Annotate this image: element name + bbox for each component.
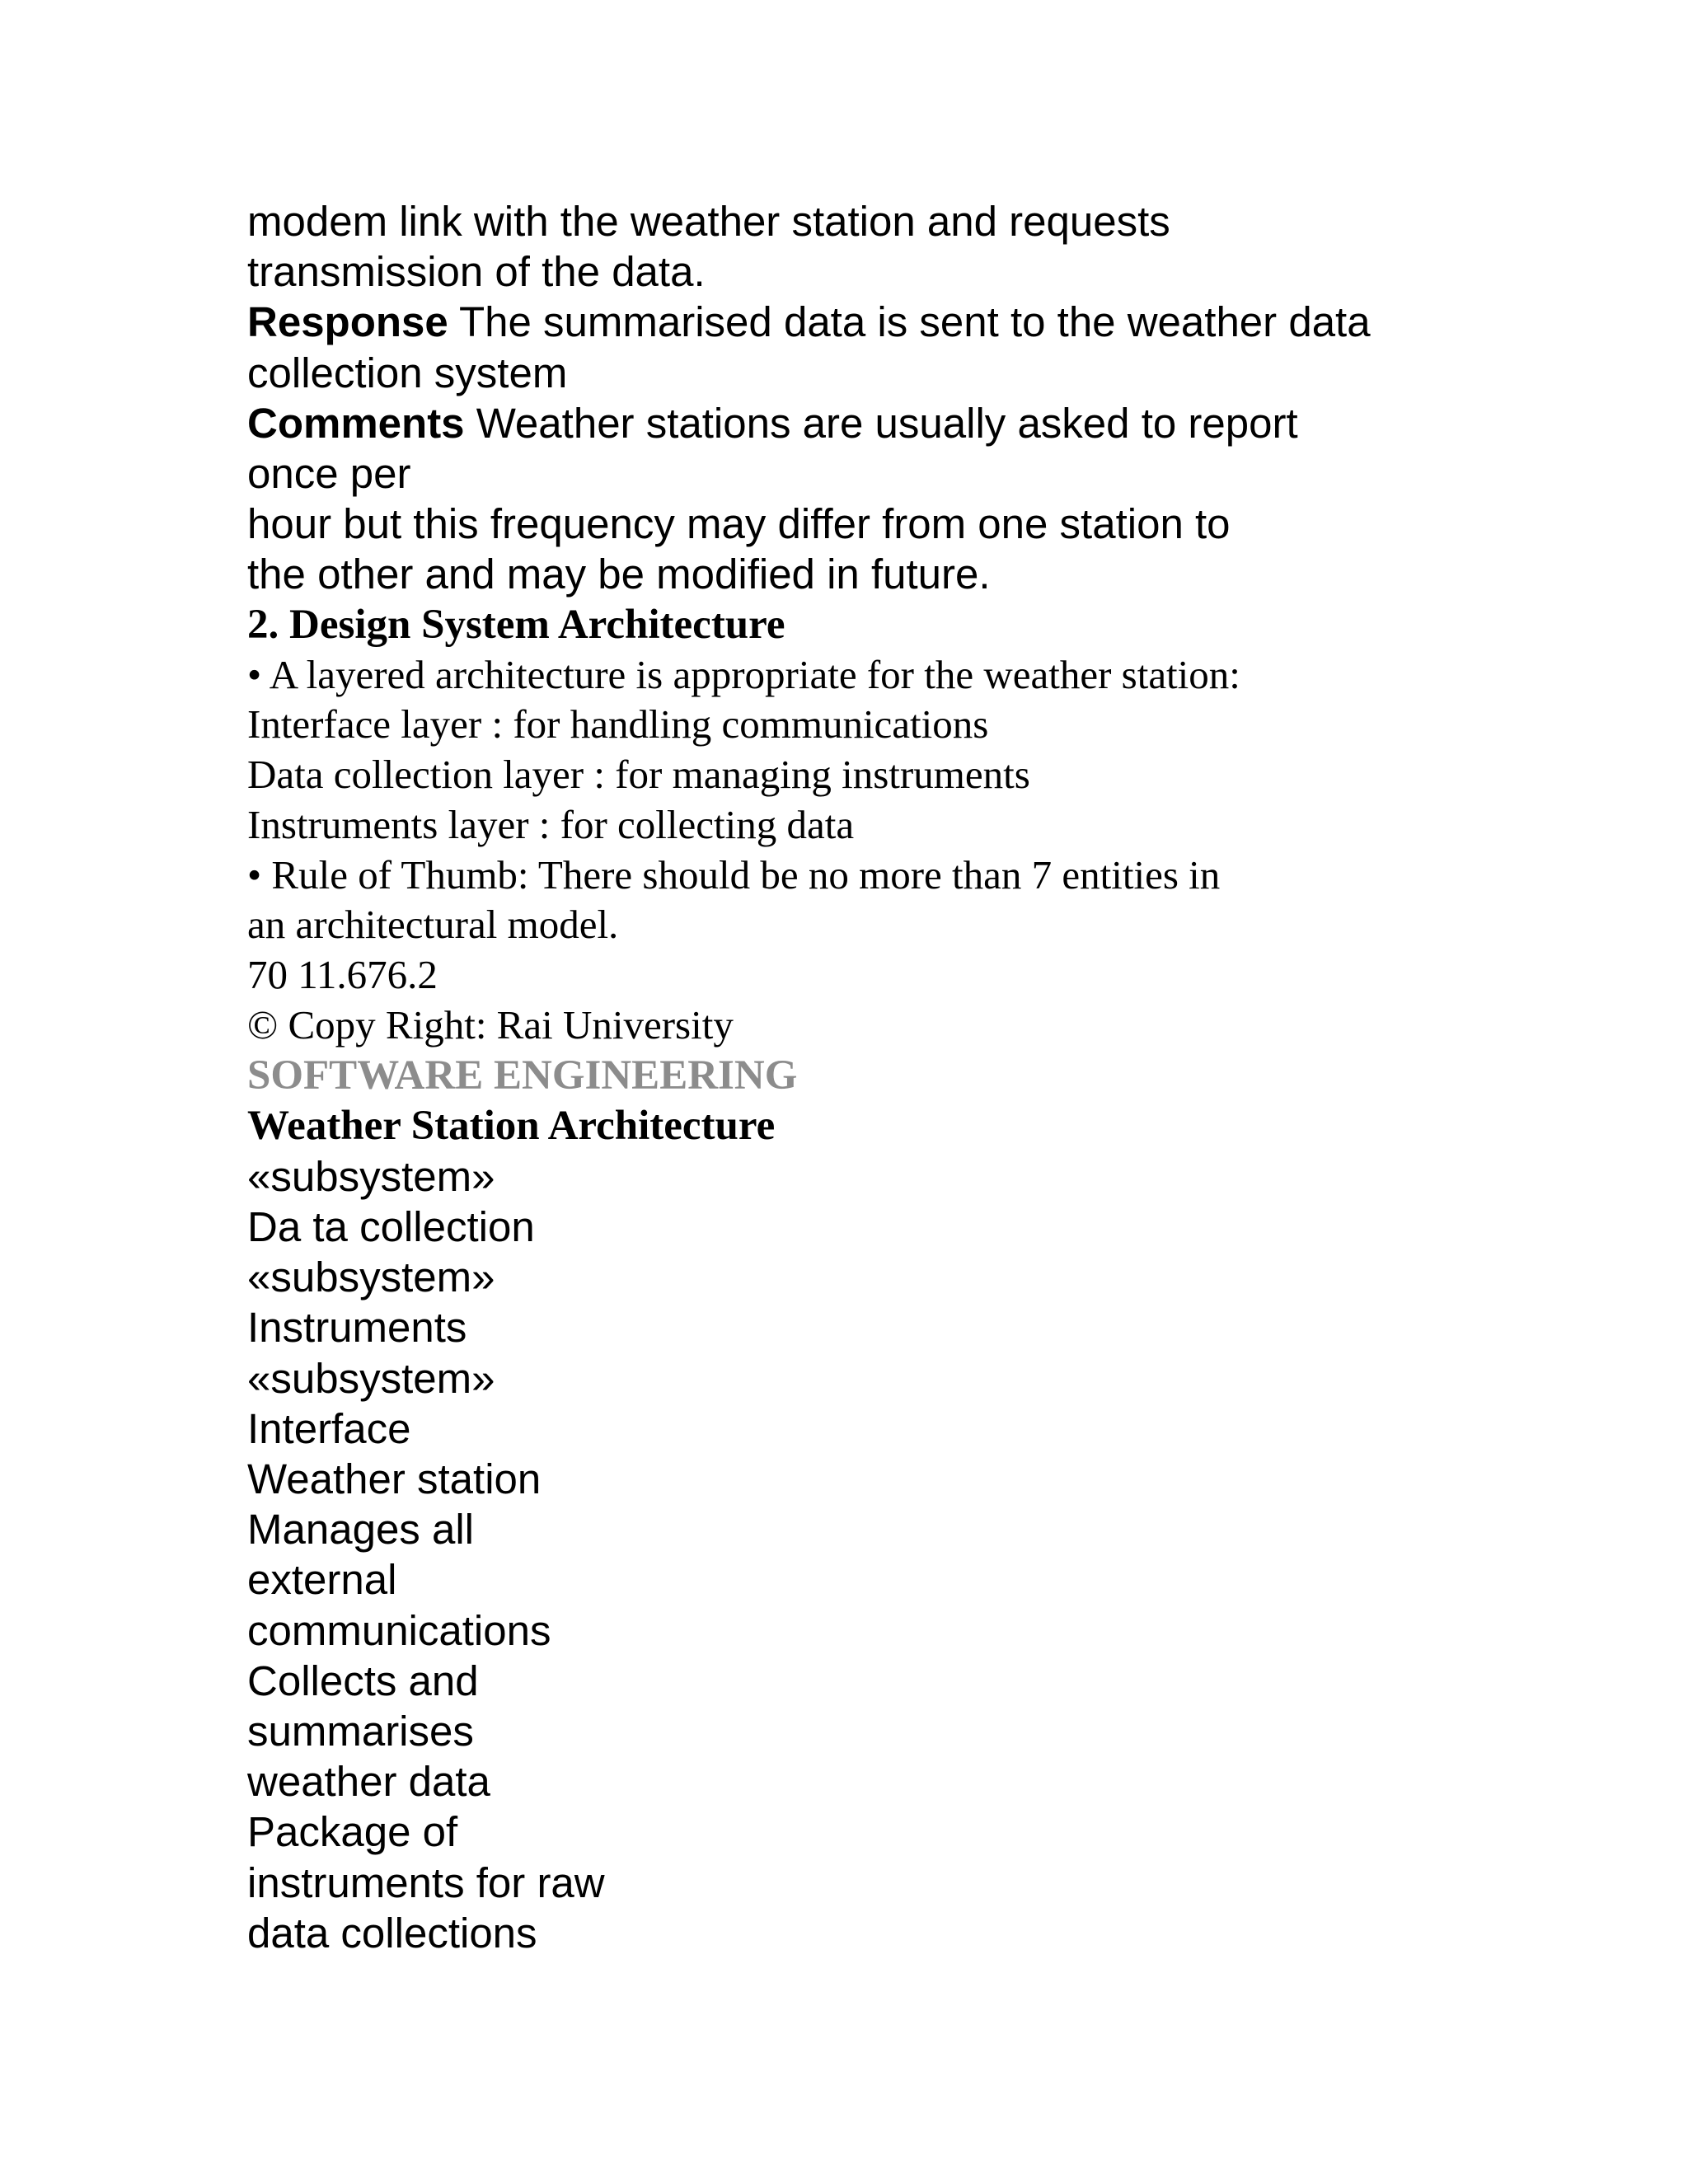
diagram-label: summarises <box>247 1707 474 1755</box>
body-text-line: transmission of the data. <box>247 248 706 296</box>
diagram-label: «subsystem» <box>247 1152 495 1200</box>
document-page <box>247 196 1484 1958</box>
section-heading: 2. Design System Architecture <box>247 601 785 648</box>
bullet-item: • A layered architecture is appropriate for the weather station: <box>247 651 1240 697</box>
diagram-label: Interface <box>247 1404 411 1452</box>
diagram-label: Package of <box>247 1808 458 1856</box>
diagram-label: external <box>247 1556 397 1604</box>
body-text-line: Instruments layer : for collecting data <box>247 801 855 847</box>
comments-text: Weather stations are usually asked to report <box>464 399 1298 447</box>
response-label: Response <box>247 298 448 346</box>
comments-line <box>247 398 1484 448</box>
diagram-label: «subsystem» <box>247 1354 495 1402</box>
body-text-line: hour but this frequency may differ from one station to <box>247 500 1231 548</box>
response-text: The summarised data is sent to the weather data <box>448 298 1371 346</box>
diagram-label: data collections <box>247 1909 537 1957</box>
diagram-label: Weather station <box>247 1455 542 1502</box>
body-text-line: Data collection layer : for managing instruments <box>247 752 1030 798</box>
diagram-label: «subsystem» <box>247 1254 495 1301</box>
diagram-label: Collects and <box>247 1657 479 1704</box>
page-reference: 70 11.676.2 <box>247 952 438 998</box>
body-text-line: modem link with the weather station and requests <box>247 198 1170 245</box>
bullet-item: • Rule of Thumb: There should be no more than 7 entities in <box>247 851 1221 898</box>
copyright-notice: © Copy Right: Rai University <box>247 1002 734 1048</box>
diagram-label: Instruments <box>247 1304 467 1352</box>
section-heading: Weather Station Architecture <box>247 1102 776 1149</box>
diagram-label: weather data <box>247 1758 490 1806</box>
diagram-label: Da ta collection <box>247 1203 535 1251</box>
diagram-label: communications <box>247 1606 551 1654</box>
body-text-line: an architectural model. <box>247 902 619 948</box>
response-line <box>247 297 1484 347</box>
body-text-line: collection system <box>247 349 568 396</box>
diagram-label: Manages all <box>247 1506 474 1554</box>
comments-label: Comments <box>247 399 465 447</box>
body-text-line: the other and may be modified in future. <box>247 551 991 598</box>
diagram-label: instruments for raw <box>247 1858 605 1906</box>
body-text-line: once per <box>247 449 411 497</box>
body-text-line: Interface layer : for handling communications <box>247 701 989 748</box>
course-header: SOFTWARE ENGINEERING <box>247 1052 798 1099</box>
